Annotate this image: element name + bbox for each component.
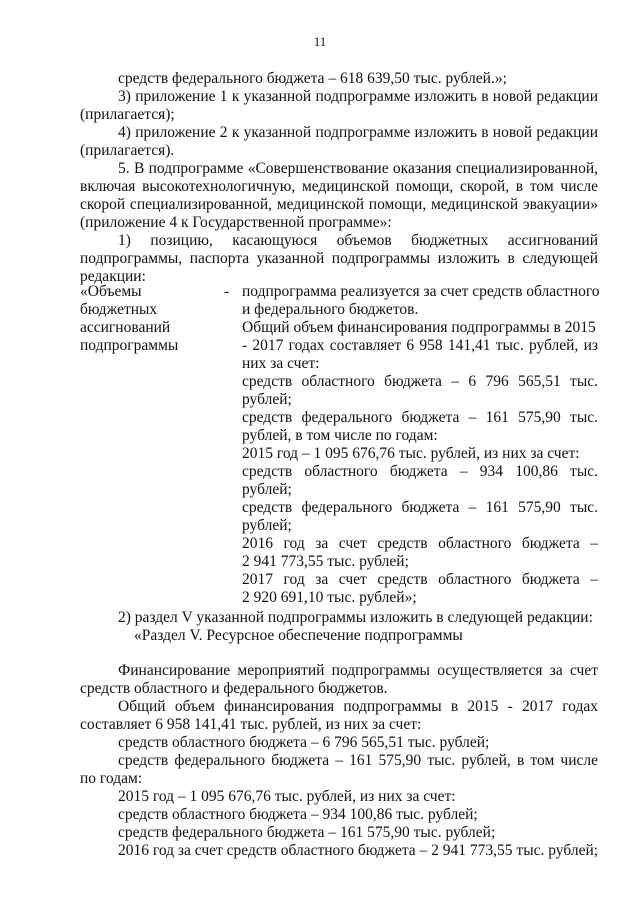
passport-value-line: средств федерального бюджета – 161 575,90 тыс.	[242, 409, 598, 426]
section-line: 2015 год – 1 095 676,76 тыс. рублей, из них за счет:	[118, 788, 456, 805]
section-line: Финансирование мероприятий подпрограммы осуществляется за счет	[118, 662, 598, 679]
passport-value-line: рублей;	[242, 481, 292, 498]
section-line: 2016 год за счет средств областного бюджета – 2 941 773,55 тыс. рублей;	[118, 842, 599, 859]
passport-value-line: рублей;	[242, 517, 292, 534]
passport-value-line: средств областного бюджета – 934 100,86 тыс.	[242, 463, 598, 480]
section-instruction: 2) раздел V указанной подпрограммы изложить в следующей редакции:	[118, 609, 593, 626]
passport-value-line: рублей, в том числе по годам:	[242, 427, 438, 444]
intro-line: включая высокотехнологичную, медицинской помощи, скорой, в том числе	[80, 178, 598, 195]
section-line: средств федерального бюджета – 161 575,90 тыс. рублей;	[118, 824, 496, 841]
passport-value-line: - 2017 годах составляет 6 958 141,41 тыс. рублей, из	[242, 337, 598, 354]
intro-line: (прилагается);	[80, 106, 175, 123]
passport-value-line: 2017 год за счет средств областного бюджета –	[242, 571, 598, 588]
intro-line: 3) приложение 1 к указанной подпрограмме изложить в новой редакции	[118, 88, 598, 105]
passport-value-line: средств федерального бюджета – 161 575,90 тыс.	[242, 499, 598, 516]
passport-label-line: ассигнований	[80, 319, 171, 336]
passport-dash: -	[224, 283, 230, 300]
intro-line: средств федерального бюджета – 618 639,50 тыс. рублей.»;	[118, 70, 507, 87]
intro-line: 1) позицию, касающуюся объемов бюджетных ассигнований	[118, 232, 598, 249]
intro-line: подпрограммы, паспорта указанной подпрограммы изложить в следующей	[80, 250, 598, 267]
passport-value-line: и федерального бюджетов.	[242, 301, 419, 318]
passport-value-line: подпрограмма реализуется за счет средств областного	[242, 283, 600, 300]
passport-value-line: средств областного бюджета – 6 796 565,51 тыс.	[242, 373, 598, 390]
passport-value-line: 2015 год – 1 095 676,76 тыс. рублей, из них за счет:	[242, 445, 580, 462]
passport-value-line: Общий объем финансирования подпрограммы в 2015	[242, 319, 596, 336]
passport-label-line: подпрограммы	[80, 337, 179, 354]
passport-value-line: рублей;	[242, 391, 292, 408]
intro-line: (приложение 4 к Государственной программе»:	[80, 214, 392, 231]
section-line: средств областного бюджета – 6 796 565,51 тыс. рублей;	[118, 734, 490, 751]
passport-value-line: 2016 год за счет средств областного бюджета –	[242, 535, 598, 552]
section-line: по годам:	[80, 770, 143, 787]
section-heading: «Раздел V. Ресурсное обеспечение подпрограммы	[134, 627, 463, 644]
passport-value-line: 2 920 691,10 тыс. рублей»;	[242, 589, 417, 606]
passport-value-line: них за счет:	[242, 355, 320, 372]
section-line: средств областного и федерального бюджетов.	[80, 680, 388, 697]
section-line: составляет 6 958 141,41 тыс. рублей, из них за счет:	[80, 716, 422, 733]
intro-line: (прилагается).	[80, 142, 175, 159]
section-line: средств областного бюджета – 934 100,86 тыс. рублей;	[118, 806, 478, 823]
section-line: Общий объем финансирования подпрограммы в 2015 - 2017 годах	[118, 698, 598, 715]
intro-line: скорой специализированной, медицинской помощи, медицинской эвакуации»	[80, 196, 598, 213]
passport-value-line: 2 941 773,55 тыс. рублей;	[242, 553, 409, 570]
passport-label-line: «Объемы	[80, 283, 142, 300]
intro-line: 4) приложение 2 к указанной подпрограмме изложить в новой редакции	[118, 124, 598, 141]
intro-line: редакции:	[80, 268, 146, 285]
passport-label-line: бюджетных	[80, 301, 158, 318]
section-line: средств федерального бюджета – 161 575,90 тыс. рублей, в том числе	[118, 752, 598, 769]
intro-line: 5. В подпрограмме «Совершенствование оказания специализированной,	[118, 160, 598, 177]
page-number: 11	[313, 34, 327, 49]
